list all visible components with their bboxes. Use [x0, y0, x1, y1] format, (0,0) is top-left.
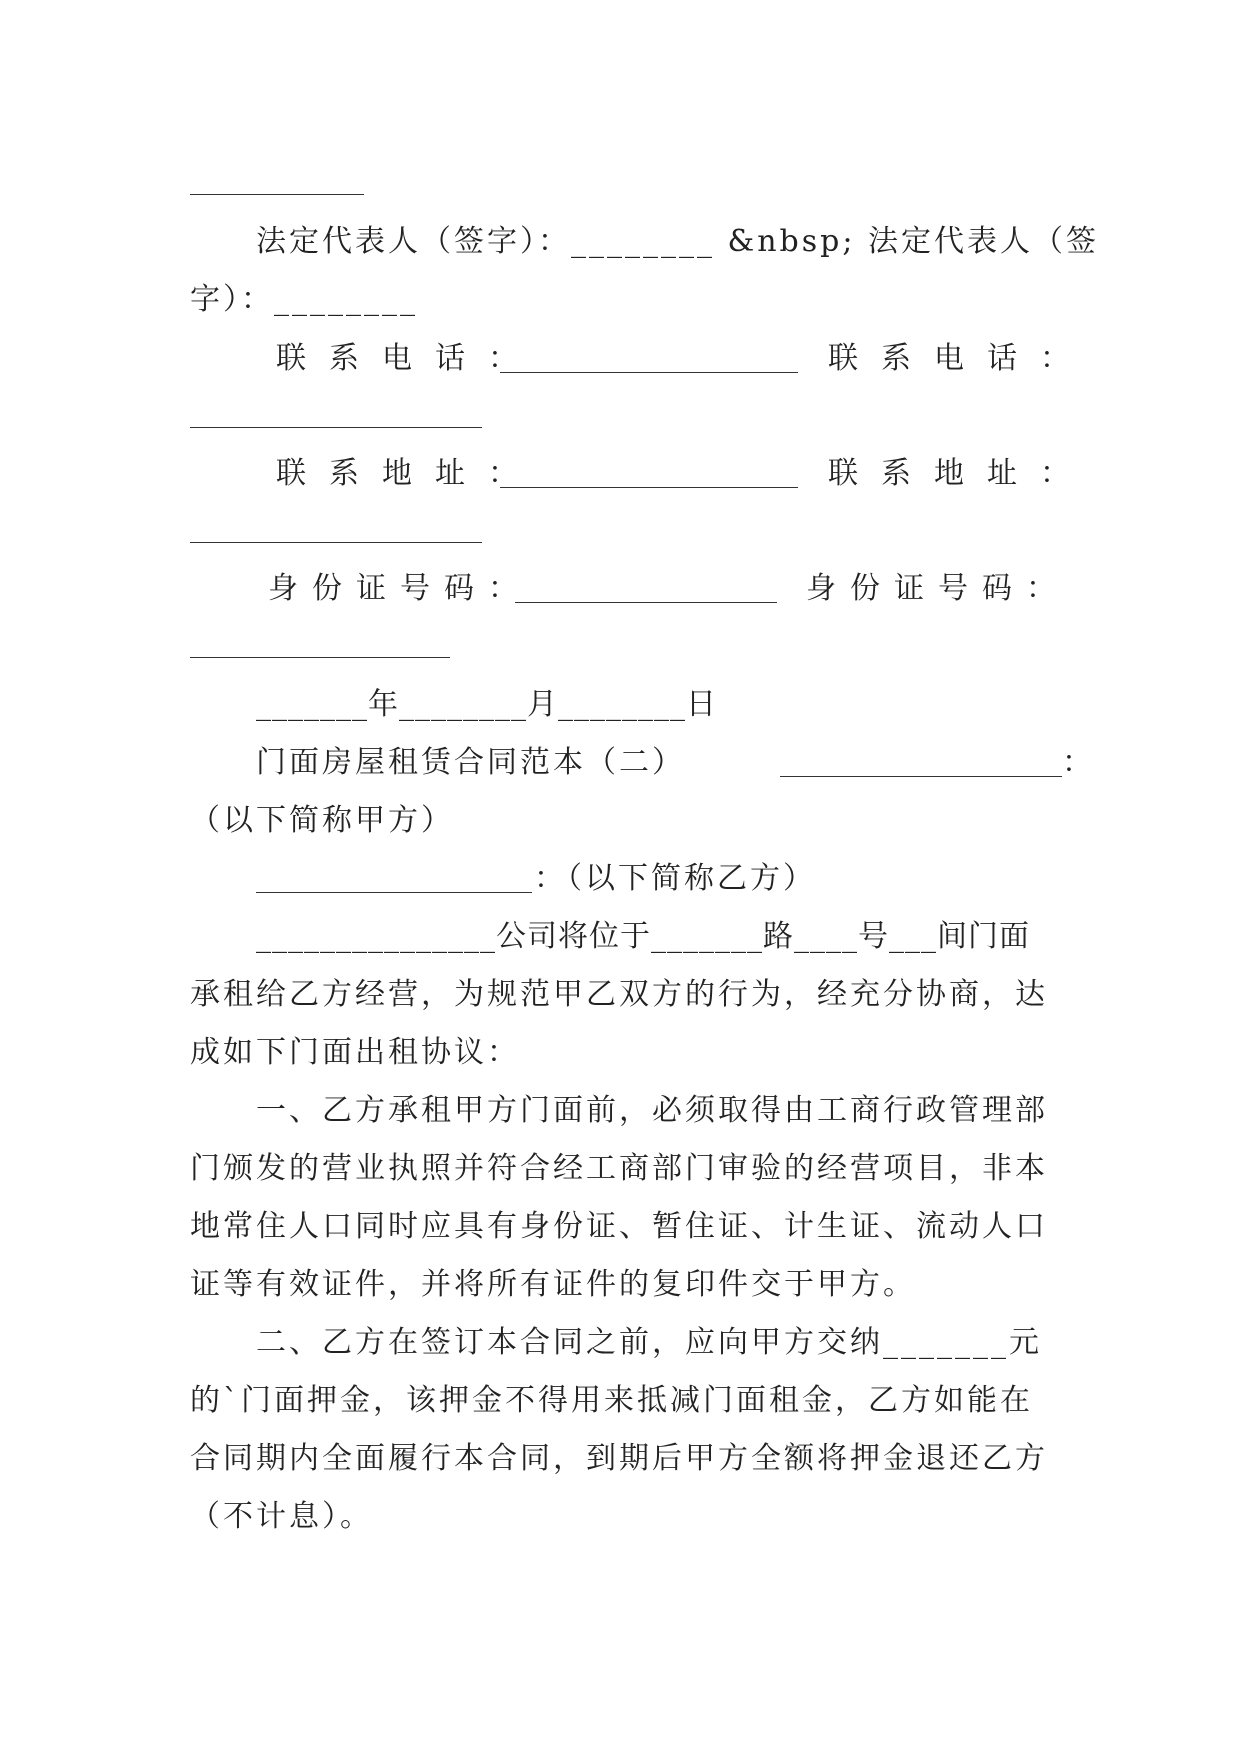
date-line: _______年________月________日 [256, 687, 717, 722]
clause1-line-3: 地常住人口同时应具有身份证、暂住证、计生证、流动人口 [190, 1209, 1048, 1244]
clause2-line-3: 合同期内全面履行本合同，到期后甲方全额将押金退还乙方 [190, 1441, 1048, 1476]
phone-blank-a [500, 372, 798, 373]
legal-rep-line-cont: 字）：________ [190, 282, 418, 317]
party-b-suffix: ：（以下简称乙方） [534, 861, 816, 896]
address-blank-a [500, 487, 798, 488]
id-label-a: 身份证号码： [268, 571, 532, 606]
contract-title: 门面房屋租赁合同范本（二） [256, 745, 685, 780]
party-a-note: （以下简称甲方） [190, 803, 454, 838]
clause1-line-2: 门颁发的营业执照并符合经工商部门审验的经营项目，非本 [190, 1151, 1048, 1186]
party-a-blank [780, 776, 1062, 777]
clause2-line-4: （不计息）。 [190, 1499, 373, 1534]
address-label-b: 联系地址： [828, 456, 1093, 491]
id-blank-a [515, 602, 777, 603]
intro-line-1: _______________公司将位于_______路____号___间门面 [256, 919, 1030, 954]
intro-line-3: 成如下门面出租协议： [190, 1035, 520, 1070]
intro-line-2: 承租给乙方经营，为规范甲乙双方的行为，经充分协商，达 [190, 977, 1048, 1012]
clause1-line-1: 一、乙方承租甲方门面前，必须取得由工商行政管理部 [256, 1093, 1048, 1128]
id-label-b: 身份证号码： [806, 571, 1070, 606]
clause2-line-1: 二、乙方在签订本合同之前，应向甲方交纳_______元 [256, 1325, 1042, 1360]
clause1-line-4: 证等有效证件，并将所有证件的复印件交于甲方。 [190, 1267, 916, 1302]
address-label-a: 联系地址： [276, 456, 541, 491]
party-b-blank [256, 892, 532, 893]
phone-blank-b [190, 427, 482, 428]
legal-rep-line: 法定代表人（签字）：________ &nbsp; 法定代表人（签 [256, 224, 1100, 259]
clause2-line-2: 的`门面押金，该押金不得用来抵减门面租金，乙方如能在 [190, 1383, 1033, 1418]
phone-label-a: 联系电话： [276, 341, 541, 376]
id-blank-b [190, 657, 450, 658]
phone-label-b: 联系电话： [828, 341, 1093, 376]
blank-line-top [190, 194, 364, 195]
address-blank-b [190, 542, 482, 543]
party-a-suffix: ： [1062, 745, 1095, 780]
